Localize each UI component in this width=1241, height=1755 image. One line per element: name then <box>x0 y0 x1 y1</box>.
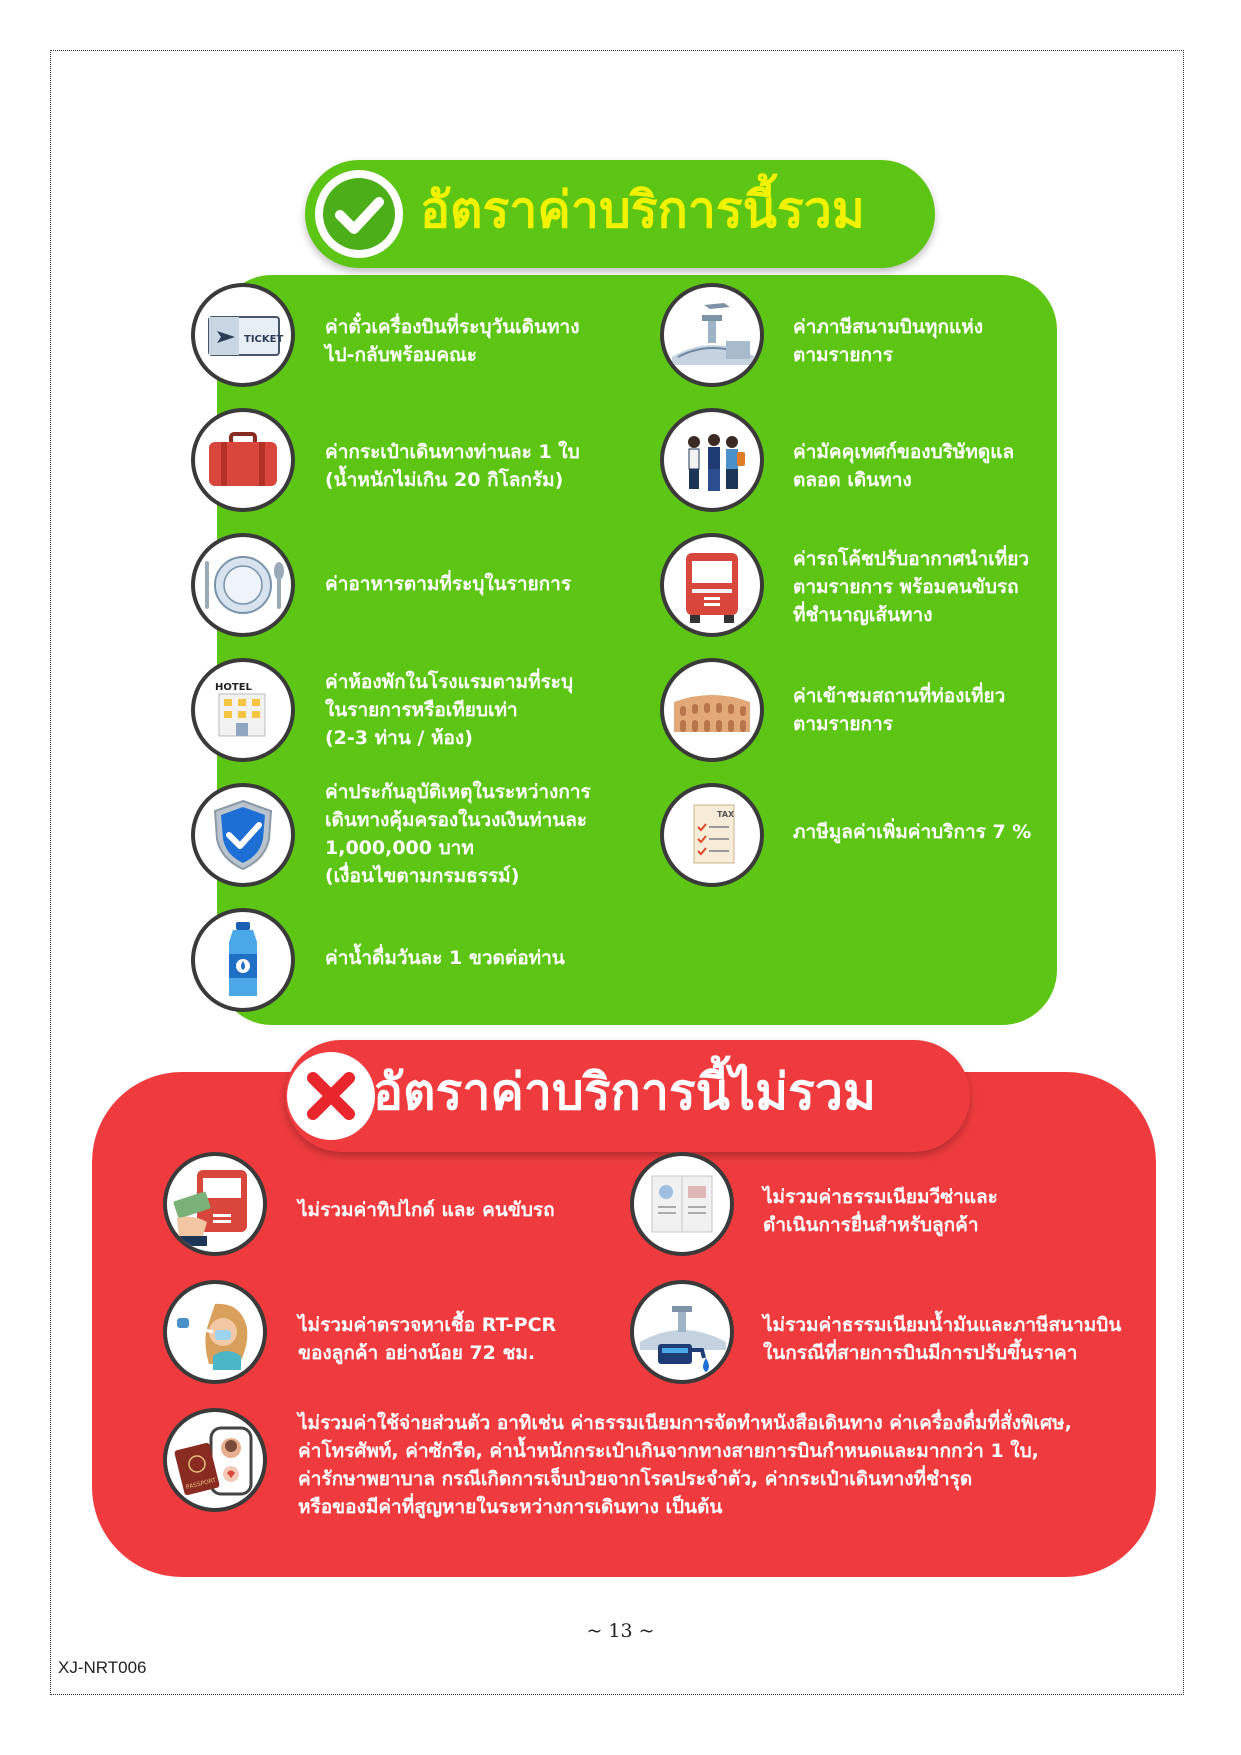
fuel-airport-icon <box>630 1280 734 1384</box>
included-title-banner <box>305 160 935 268</box>
tip-bus-icon <box>163 1152 267 1256</box>
colosseum-icon <box>660 658 764 762</box>
included-panel <box>217 275 1057 1025</box>
hotel-icon <box>191 658 295 762</box>
tax-document-icon <box>660 783 764 887</box>
svg-text:TICKET: TICKET <box>244 334 284 345</box>
check-icon <box>315 170 403 258</box>
included-item-attractions: ค่าเข้าชมสถานที่ท่องเที่ยว ตามรายการ <box>793 685 1006 735</box>
ticket-icon <box>191 283 295 387</box>
water-bottle-icon <box>191 908 295 1012</box>
included-item-meals: ค่าอาหารตามที่ระบุในรายการ <box>325 573 572 595</box>
x-icon <box>287 1052 375 1140</box>
excluded-title-banner <box>285 1040 970 1152</box>
page-number: ~ 13 ~ <box>586 1620 655 1642</box>
excluded-item-tips: ไม่รวมค่าทิปไกด์ และ คนขับรถ <box>298 1199 555 1221</box>
covid-test-icon <box>163 1280 267 1384</box>
included-item-drinking-water: ค่าน้ำดื่มวันละ 1 ขวดต่อท่าน <box>325 947 565 969</box>
shield-icon <box>191 783 295 887</box>
svg-text:HOTEL: HOTEL <box>215 682 252 693</box>
included-item-hotel: ค่าห้องพักในโรงแรมตามที่ระบุ ในรายการหรือเทียบเท่า (2-3 ท่าน / ห้อง) <box>325 671 574 749</box>
passport-personal-icon <box>163 1408 267 1512</box>
suitcase-icon <box>191 408 295 512</box>
tour-guide-icon <box>660 408 764 512</box>
excluded-item-fuel-surcharge: ไม่รวมค่าธรรมเนียมน้ำมันและภาษีสนามบิน ในกรณีที่สายการบินมีการปรับขึ้นราคา <box>763 1314 1122 1364</box>
excluded-item-visa: ไม่รวมค่าธรรมเนียมวีซ่าและ ดำเนินการยื่นสำหรับลูกค้า <box>763 1186 998 1236</box>
included-item-vat: ภาษีมูลค่าเพิ่มค่าบริการ 7 % <box>793 821 1032 843</box>
bus-icon <box>660 533 764 637</box>
excluded-title: อัตราค่าบริการนี้ไม่รวม <box>373 1063 876 1121</box>
included-item-coach-bus: ค่ารถโค้ชปรับอากาศนำเที่ยว ตามรายการ พร้อมคนขับรถ ที่ชำนาญเส้นทาง <box>793 548 1030 626</box>
excluded-item-rt-pcr: ไม่รวมค่าตรวจหาเชื้อ RT-PCR ของลูกค้า อย่างน้อย 72 ชม. <box>298 1314 557 1364</box>
included-title: อัตราค่าบริการนี้รวม <box>420 181 865 239</box>
svg-text:TAX: TAX <box>717 810 735 819</box>
plate-icon <box>191 533 295 637</box>
airport-icon <box>660 283 764 387</box>
included-item-insurance: ค่าประกันอุบัติเหตุในระหว่างการ เดินทางคุ้มครองในวงเงินท่านละ 1,000,000 บาท (เงื่อนไขตามกรมธรรม์) <box>325 781 591 887</box>
visa-passport-icon <box>630 1152 734 1256</box>
svg-text:PASSPORT: PASSPORT <box>185 1476 217 1492</box>
included-item-luggage: ค่ากระเป๋าเดินทางท่านละ 1 ใบ (น้ำหนักไม่เกิน 20 กิโลกรัม) <box>325 441 580 491</box>
excluded-item-personal-expenses: ไม่รวมค่าใช้จ่ายส่วนตัว อาทิเช่น ค่าธรรมเนียมการจัดทำหนังสือเดินทาง ค่าเครื่องดื่มที่สั่งพิเศษ, ค่าโทรศัพท์, ค่าซักรีด, ค่าน้ำหนักกระเป๋าเกินจากทางสายการบินกำหนดและมากกว่า 1 ใบ, ค่ารักษาพยาบาล กรณีเกิดการเจ็บป่วยจากโรคประจำตัว, ค่ากระเป๋าเดินทางที่ชำรุด หรือของมีค่าที่สูญหายในระหว่างการเดินทาง เป็นต้น <box>298 1412 1072 1518</box>
included-item-air-ticket: ค่าตั๋วเครื่องบินที่ระบุวันเดินทาง ไป-กลับพร้อมคณะ <box>325 316 580 366</box>
included-item-tour-guide: ค่ามัคคุเทศก์ของบริษัทดูแล ตลอด เดินทาง <box>793 441 1015 491</box>
included-item-airport-tax: ค่าภาษีสนามบินทุกแห่ง ตามรายการ <box>793 316 983 366</box>
document-code: XJ-NRT006 <box>58 1658 147 1677</box>
